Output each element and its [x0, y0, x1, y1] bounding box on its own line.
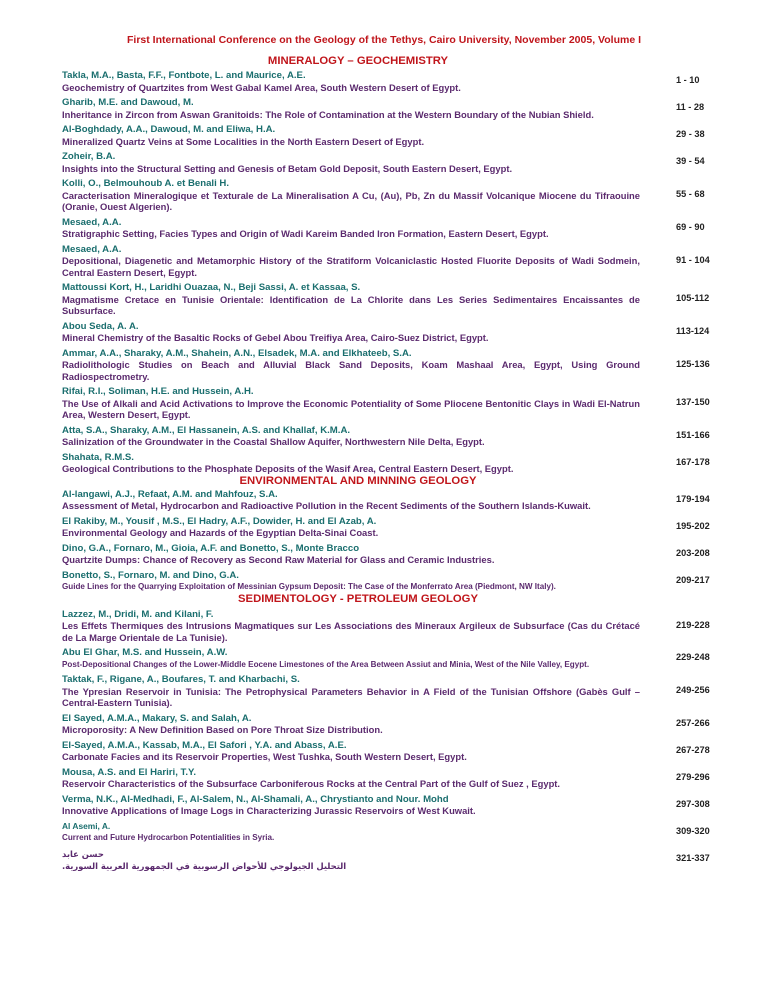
entry-title: التحليل الجيولوجي للأحواض الرسوبية في الجمهورية العربية السورية. — [62, 860, 347, 871]
entry-pages: 151-166 — [676, 429, 710, 440]
toc-entry[interactable] — [62, 243, 710, 279]
entry-title: Guide Lines for the Quarrying Exploitation of Messinian Gypsum Deposit: The Case of the Monferrato Area (Piedmont, NW Italy). — [62, 582, 556, 591]
entry-title: Post-Depositional Changes of the Lower-Middle Eocene Limestones of the Area Between Assiut and Minia, West of the Nile Valley, Egypt. — [62, 659, 590, 669]
entry-authors: Mesaed, A.A. — [62, 243, 122, 255]
entry-pages: 257-266 — [676, 717, 710, 728]
entry-authors: Verma, N.K., Al-Medhadi, F., Al-Salem, N., Al-Shamali, A., Chrystianto and Nour. Mohd — [62, 793, 449, 805]
entry-pages: 279-296 — [676, 771, 710, 782]
entry-authors: Shahata, R.M.S. — [62, 451, 134, 463]
entry-pages: 209-217 — [676, 574, 710, 585]
toc-entry[interactable] — [62, 424, 710, 448]
toc-entry[interactable] — [62, 712, 710, 736]
toc-entry[interactable] — [62, 488, 710, 512]
entry-authors: Al-Boghdady, A.A., Dawoud, M. and Eliwa, H.A. — [62, 124, 276, 135]
entry-pages: 11 - 28 — [676, 102, 705, 112]
toc-entry[interactable] — [62, 674, 710, 709]
entry-title: Mineralized Quartz Veins at Some Localities in the North Eastern Desert of Egypt. — [62, 135, 425, 147]
toc-entry[interactable] — [62, 97, 705, 120]
toc-entry[interactable] — [62, 386, 710, 421]
entry-authors: El-Sayed, A.M.A., Kassab, M.A., El Safori , Y.A. and Abass, A.E. — [62, 739, 347, 751]
page-header: First International Conference on the Geology of the Tethys, Cairo University, November 2005, Volume I — [126, 34, 642, 46]
entry-title: Microporosity: A New Definition Based on Pore Throat Size Distribution. — [62, 724, 383, 735]
table-of-contents — [62, 55, 710, 872]
entry-authors: Al Asemi, A. — [62, 820, 111, 831]
entry-pages: 29 - 38 — [676, 129, 705, 139]
entry-authors: Abou Seda, A. A. — [62, 320, 139, 332]
entry-title: Assessment of Metal, Hydrocarbon and Radioactive Pollution in the Recent Sediments of the Southern Islands-Kuwait. — [62, 500, 591, 511]
toc-entry[interactable] — [62, 542, 710, 566]
entry-pages: 229-248 — [676, 652, 710, 662]
entry-pages: 105-112 — [676, 293, 710, 303]
entry-authors: El Sayed, A.M.A., Makary, S. and Salah, A. — [62, 712, 252, 724]
entry-pages: 219-228 — [676, 619, 710, 630]
entry-title: Depositional, Diagenetic and Metamorphic History of the Stratiform Volcaniclastic Hosted Fluorite Deposits of Wadi Sodmein, Central Eastern Desert, Egypt. — [62, 255, 640, 278]
entry-authors: Mousa, A.S. and El Hariri, T.Y. — [62, 766, 196, 778]
entry-pages: 137-150 — [676, 397, 710, 407]
entry-authors: Zoheir, B.A. — [62, 151, 116, 162]
entry-title: Quartzite Dumps: Chance of Recovery as Second Raw Material for Glass and Ceramic Industries. — [62, 554, 495, 565]
entry-title: The Use of Alkali and Acid Activations to Improve the Economic Potentiality of Some Pliocene Bentonitic Clays in Wadi El-Natrun Area, Western Desert, Egypt. — [62, 397, 640, 420]
toc-entry[interactable] — [62, 178, 705, 213]
toc-entry[interactable] — [62, 608, 710, 644]
entry-title: Geological Contributions to the Phosphate Deposits of the Wasif Area, Central Eastern Desert, Egypt. — [62, 463, 514, 474]
entry-title: Environmental Geology and Hazards of the Egyptian Delta-Sinai Coast. — [62, 527, 379, 538]
entry-pages: 39 - 54 — [676, 156, 705, 166]
toc-entry[interactable] — [62, 515, 710, 539]
toc-entry[interactable] — [62, 451, 710, 475]
entry-title: Insights into the Structural Setting and Genesis of Betam Gold Deposit, South Eastern Desert, Egypt. — [62, 162, 513, 174]
entry-authors: Taktak, F., Rigane, A., Boufares, T. and Kharbachi, S. — [62, 674, 300, 685]
entry-pages: 203-208 — [676, 547, 710, 558]
toc-entry[interactable] — [62, 766, 710, 790]
entry-title: Current and Future Hydrocarbon Potentialities in Syria. — [62, 833, 275, 842]
toc-entry[interactable] — [62, 216, 705, 240]
entry-pages: 321-337 — [676, 852, 710, 863]
toc-entry[interactable] — [62, 820, 710, 844]
toc-entry[interactable] — [62, 320, 710, 344]
entry-pages: 167-178 — [676, 456, 710, 467]
entry-title: Les Effets Thermiques des Intrusions Magmatiques sur Les Associations des Mineraux Argileux de Subsurface (Cas du Crétacé de La Marge Orientale de La Tunisie). — [62, 620, 640, 643]
entry-authors: Atta, S.A., Sharaky, A.M., El Hassanein, A.S. and Khallaf, K.M.A. — [62, 424, 351, 436]
toc-entry[interactable] — [62, 647, 710, 670]
entry-pages: 125-136 — [676, 358, 710, 369]
entry-authors: Rifai, R.I., Soliman, H.E. and Hussein, A.H. — [62, 386, 254, 397]
entry-title: Geochemistry of Quartzites from West Gabal Kamel Area, South Western Desert of Egypt. — [62, 81, 461, 93]
entry-authors: Abu El Ghar, M.S. and Hussein, A.W. — [62, 647, 228, 658]
entry-title: Caracterisation Mineralogique et Texturale de La Mineralisation A Cu, (Au), Pb, Zn du Massif Volcanique Miocene du Tifraouine (Oranie, Ouest Algerien). — [62, 189, 640, 212]
entry-pages: 1 - 10 — [676, 75, 700, 85]
entry-pages: 297-308 — [676, 798, 710, 809]
entry-authors: Ammar, A.A., Sharaky, A.M., Shahein, A.N., Elsadek, M.A. and Elkhateeb, S.A. — [62, 347, 412, 359]
entry-pages: 91 - 104 — [676, 254, 710, 265]
entry-authors: Bonetto, S., Fornaro, M. and Dino, G.A. — [62, 569, 239, 581]
entry-authors: Lazzez, M., Dridi, M. and Kilani, F. — [62, 608, 214, 620]
entry-pages: 179-194 — [676, 493, 710, 504]
toc-entry[interactable] — [62, 793, 710, 817]
entry-title: Radiolithologic Studies on Beach and Alluvial Black Sand Deposits, Koam Mashaal Area, Egypt, Using Ground Radiospectrometry. — [62, 359, 640, 382]
entry-title: Innovative Applications of Image Logs in Characterizing Jurassic Reservoirs of West Kuwait. — [62, 805, 476, 816]
toc-entry[interactable] — [62, 848, 710, 872]
entry-authors: Kolli, O., Belmouhoub A. et Benali H. — [62, 178, 230, 189]
entry-pages: 309-320 — [676, 825, 710, 836]
entry-title: The Ypresian Reservoir in Tunisia: The Petrophysical Parameters Behavior in A Field of the Tunisian Offshore (Gabès Gulf – Central-Eastern Tunisia). — [62, 685, 640, 708]
entry-authors: Gharib, M.E. and Dawoud, M. — [62, 97, 194, 108]
entry-pages: 69 - 90 — [676, 221, 705, 232]
toc-entry[interactable] — [62, 282, 710, 317]
toc-entry[interactable] — [62, 347, 710, 383]
entry-pages: 249-256 — [676, 685, 710, 695]
entry-authors: Mattoussi Kort, H., Laridhi Ouazaa, N., Beji Sassi, A. et Kassaa, S. — [62, 282, 361, 293]
entry-pages: 113-124 — [676, 325, 710, 336]
entry-pages: 267-278 — [676, 744, 710, 755]
toc-entry[interactable] — [62, 151, 705, 174]
entry-title: Reservoir Characteristics of the Subsurface Carboniferous Rocks at the Central Part of the Gulf of Suez , Egypt. — [62, 778, 561, 789]
entry-authors: Al-langawi, A.J., Refaat, A.M. and Mahfouz, S.A. — [62, 488, 278, 500]
entry-title: Stratigraphic Setting, Facies Types and Origin of Wadi Kareim Banded Iron Formation, Eastern Desert, Egypt. — [62, 228, 549, 239]
entry-title: Mineral Chemistry of the Basaltic Rocks of Gebel Abou Treifiya Area, Cairo-Suez District, Egypt. — [62, 332, 489, 343]
entry-authors: El Rakiby, M., Yousif , M.S., El Hadry, A.F., Dowider, H. and El Azab, A. — [62, 515, 377, 527]
entry-authors: Dino, G.A., Fornaro, M., Gioia, A.F. and Bonetto, S., Monte Bracco — [62, 542, 360, 554]
entry-authors: Mesaed, A.A. — [62, 216, 122, 228]
toc-entry[interactable] — [62, 70, 700, 93]
toc-entry[interactable] — [62, 569, 710, 593]
entry-authors: حسن عابد — [62, 848, 104, 859]
entry-title: Magmatisme Cretace en Tunisie Orientale: Identification de La Chlorite dans Les Series Sedimentaires Encaissantes de Subsurface. — [62, 293, 640, 316]
section-heading: ENVIRONMENTAL AND MINNING GEOLOGY — [239, 474, 477, 487]
entry-pages: 195-202 — [676, 520, 710, 531]
section-heading: MINERALOGY – GEOCHEMISTRY — [267, 55, 449, 67]
entry-title: Salinization of the Groundwater in the Coastal Shallow Aquifer, Northwestern Nile Delta, Egypt. — [62, 436, 485, 447]
entry-pages: 55 - 68 — [676, 189, 705, 199]
entry-title: Inheritance in Zircon from Aswan Granitoids: The Role of Contamination at the Western Boundary of the Nubian Shield. — [62, 108, 594, 120]
entry-authors: Takla, M.A., Basta, F.F., Fontbote, L. and Maurice, A.E. — [62, 70, 306, 81]
toc-entry[interactable] — [62, 739, 710, 763]
section-heading: SEDIMENTOLOGY - PETROLEUM GEOLOGY — [238, 592, 478, 605]
toc-entry[interactable] — [62, 124, 705, 147]
entry-title: Carbonate Facies and its Reservoir Properties, West Tushka, South Western Desert, Egypt. — [62, 751, 467, 762]
